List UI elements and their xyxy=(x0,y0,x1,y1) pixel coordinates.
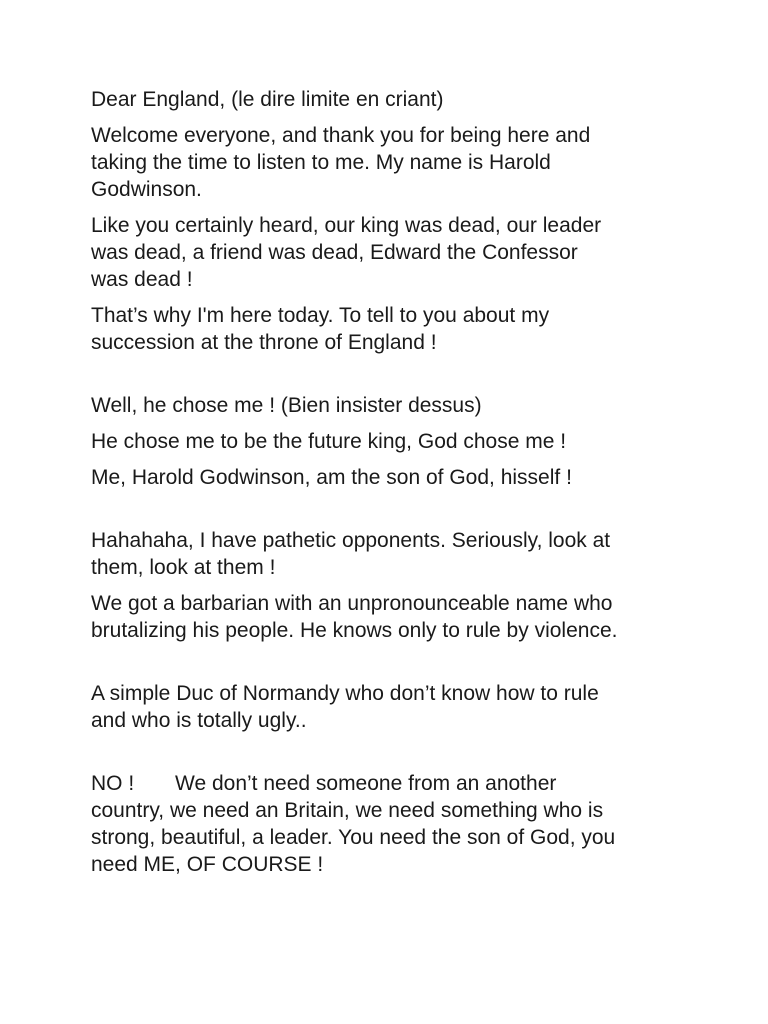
paragraph-king-dead: Like you certainly heard, our king was dead, our leader was dead, a friend was dead, Edward the Confessor was dead ! xyxy=(91,214,602,291)
paragraph-conclusion: NO ! We don’t need someone from an another country, we need an Britain, we need something who is strong, beautiful, a leader. You need the son of God, you need ME, OF COURSE ! xyxy=(91,772,616,876)
paragraph-opponents: Hahahaha, I have pathetic opponents. Seriously, look at them, look at them ! xyxy=(91,529,611,579)
paragraph-greeting: Dear England, (le dire limite en criant) xyxy=(91,88,444,111)
paragraph-spacer xyxy=(91,500,691,527)
paragraph-son-of-god: Me, Harold Godwinson, am the son of God, hisself ! xyxy=(91,466,572,489)
paragraph-spacer xyxy=(91,743,691,770)
paragraph-future-king: He chose me to be the future king, God chose me ! xyxy=(91,430,567,453)
document-body xyxy=(91,86,691,887)
paragraph-barbarian: We got a barbarian with an unpronounceable name who brutalizing his people. He knows only to rule by violence. xyxy=(91,592,618,642)
paragraph-welcome: Welcome everyone, and thank you for being here and taking the time to listen to me. My name is Harold Godwinson. xyxy=(91,124,591,201)
paragraph-spacer xyxy=(91,653,691,680)
paragraph-he-chose-me: Well, he chose me ! (Bien insister dessus) xyxy=(91,394,482,417)
paragraph-succession: That’s why I'm here today. To tell to you about my succession at the throne of England ! xyxy=(91,304,550,354)
paragraph-duc-normandy: A simple Duc of Normandy who don’t know how to rule and who is totally ugly.. xyxy=(91,682,599,732)
paragraph-spacer xyxy=(91,365,691,392)
